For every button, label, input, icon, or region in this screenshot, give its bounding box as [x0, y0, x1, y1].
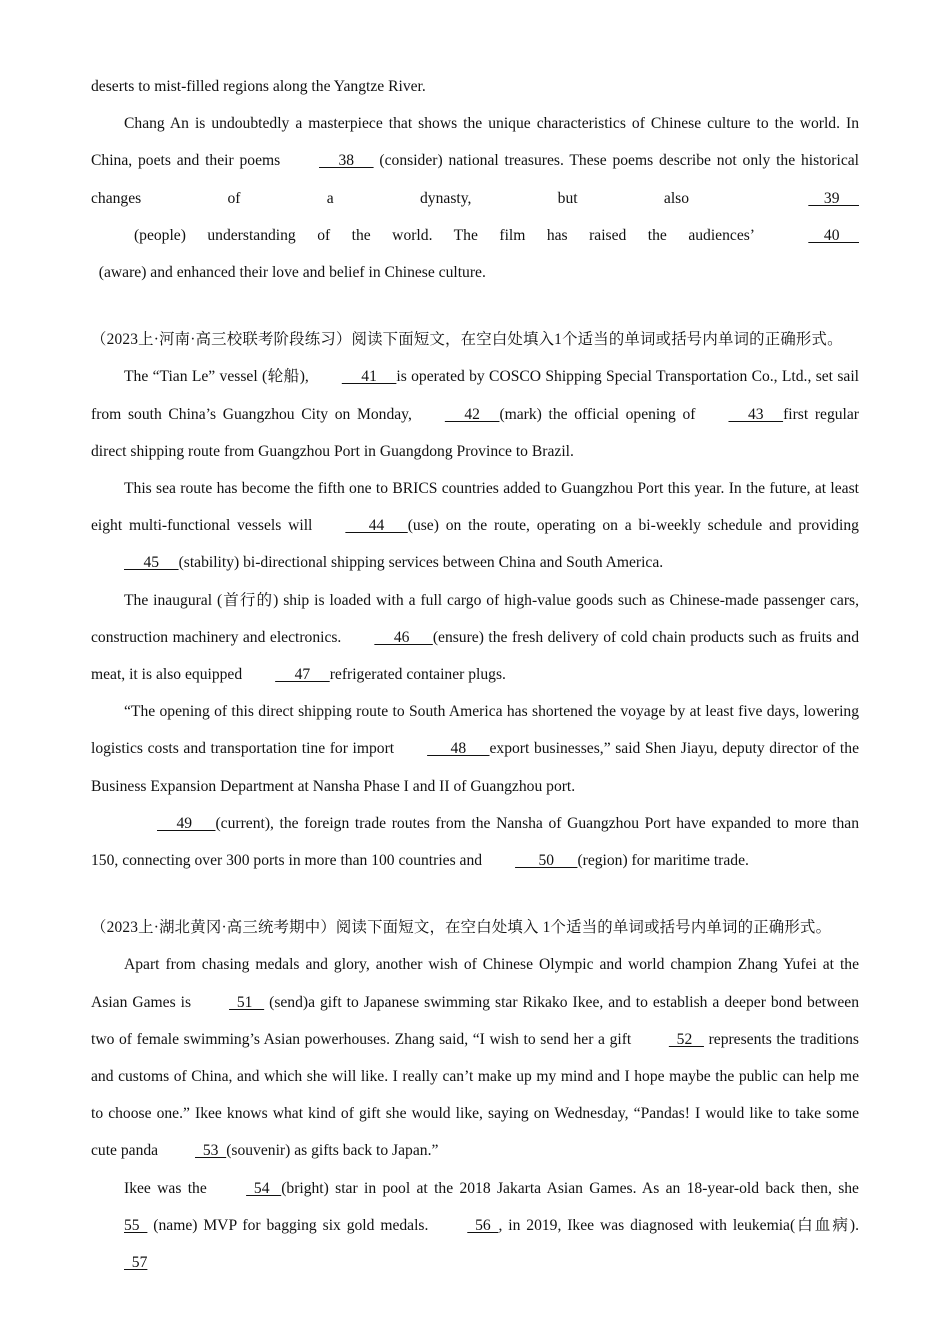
paragraph-text: (mark) the official opening of	[499, 405, 696, 423]
paragraph-chang-an	[91, 105, 859, 291]
section-gap	[91, 291, 859, 321]
section-instruction	[91, 909, 859, 946]
blank-56: 56	[467, 1216, 499, 1234]
paragraph-text: (ensure) the fresh delivery of cold chain products such as fruits and meat, it is also equipped	[91, 628, 860, 684]
paragraph-text: “The opening of this direct shipping route to South America has shortened the voyage by at least five days, lowering logistics costs and transportation tine for import	[91, 703, 859, 758]
blank-49: 49	[157, 814, 216, 832]
paragraph-text: (people) understanding of the world. The film has raised the audiences’	[91, 226, 776, 244]
paragraph-text: Apart from chasing medals and glory, another wish of Chinese Olympic and world champion Zhang Yufei at the Asian Games is	[91, 956, 859, 1011]
blank-41: 41	[341, 368, 397, 386]
blank-43: 43	[728, 405, 784, 423]
paragraph-text: The “Tian Le” vessel (轮船),	[124, 368, 309, 386]
paragraph-inaugural-ship	[91, 582, 859, 694]
blank-39: 39	[808, 189, 859, 207]
paragraph-text: (bright) star in pool at the 2018 Jakarta Asian Games. As an 18-year-old back then, she	[281, 1179, 859, 1197]
paragraph-text: refrigerated container plugs.	[329, 666, 506, 684]
paragraph-tian-le	[91, 358, 859, 470]
blank-40: 40	[808, 226, 859, 244]
paragraph-text: (name) MVP for bagging six gold medals.	[147, 1216, 435, 1234]
paragraph-quote-shen-jiayu	[91, 693, 859, 805]
paragraph-foreign-trade	[91, 805, 859, 879]
section-gap	[91, 879, 859, 909]
blank-47: 47	[275, 666, 330, 684]
blank-38: 38	[319, 152, 374, 170]
blank-54: 54	[246, 1179, 282, 1197]
blank-55: 55	[124, 1216, 148, 1234]
paragraph-text: is operated by COSCO Shipping Special Transportation Co., Ltd., set sail from south China’s Guangzhou City on Monday,	[91, 368, 860, 423]
paragraph-text: first regular direct shipping route from Guangzhou Port in Guangdong Province to Brazil.	[91, 405, 859, 460]
paragraph-text: (consider) national treasures. These poems describe not only the historical changes of a dynasty, but also	[91, 152, 859, 207]
paragraph-text: deserts to mist-filled regions along the Yangtze River.	[91, 78, 426, 95]
paragraph-text: represents the traditions and customs of China, and which she will like. I really can’t make up my mind and I hope maybe the public can help me to choose one.” Ikee knows what kind of gift she would like, saying on Wednesday, “Pandas! I would like to take some cute panda	[91, 1030, 859, 1160]
blank-48: 48	[427, 740, 490, 758]
paragraph-text: (aware) and enhanced their love and belief in Chinese culture.	[91, 264, 486, 282]
paragraph-zhang-yufei	[91, 946, 859, 1169]
paragraph-text: The inaugural (首行的) ship is loaded with a full cargo of high-value goods such as Chinese-made passenger cars, construction machinery and electronics.	[91, 591, 859, 646]
paragraph-text: Chang An is undoubtedly a masterpiece that shows the unique characteristics of Chinese culture to the world. In China, poets and their poems	[91, 115, 859, 170]
document-body	[91, 68, 859, 1281]
blank-52: 52	[668, 1030, 704, 1048]
paragraph-ikee	[91, 1170, 859, 1282]
paragraph-sea-route	[91, 470, 859, 582]
blank-46: 46	[374, 628, 433, 646]
blank-57: 57	[124, 1254, 148, 1272]
blank-53: 53	[195, 1142, 227, 1160]
paragraph-text: (stability) bi-directional shipping services between China and South America.	[178, 554, 664, 572]
paragraph-text: , in 2019, Ikee was diagnosed with leukemia(白血病).	[498, 1216, 859, 1234]
paragraph-text: (current), the foreign trade routes from the Nansha of Guangzhou Port have expanded to more than 150, connecting over 300 ports in more than 100 countries and	[91, 814, 859, 870]
section-instruction	[91, 321, 859, 358]
blank-50: 50	[515, 852, 578, 870]
blank-44: 44	[345, 517, 408, 535]
paragraph-text: This sea route has become the fifth one to BRICS countries added to Guangzhou Port this year. In the future, at least eight multi-functional vessels will	[91, 480, 859, 535]
instruction-text: （2023上·河南·高三校联考阶段练习）阅读下面短文，在空白处填入1个适当的单词或括号内单词的正确形式。	[91, 331, 843, 349]
paragraph-continued	[91, 68, 859, 105]
paragraph-text: (souvenir) as gifts back to Japan.”	[226, 1142, 439, 1160]
paragraph-text: export businesses,” said Shen Jiayu, deputy director of the Business Expansion Department at Nansha Phase I and II of Guangzhou port.	[91, 740, 859, 795]
blank-42: 42	[444, 405, 500, 423]
paragraph-text: Ikee was the	[124, 1179, 214, 1197]
blank-45: 45	[124, 554, 179, 572]
paragraph-text: (send)a gift to Japanese swimming star Rikako Ikee, and to establish a deeper bond between two of female swimming’s Asian powerhouses. Zhang said, “I wish to send her a gift	[91, 993, 859, 1048]
blank-51: 51	[229, 993, 265, 1011]
paragraph-text: (use) on the route, operating on a bi-weekly schedule and providing	[407, 517, 859, 535]
paragraph-text: (region) for maritime trade.	[577, 852, 749, 870]
instruction-text: （2023上·湖北黄冈·高三统考期中）阅读下面短文，在空白处填入 1个适当的单词或括号内单词的正确形式。	[91, 919, 832, 937]
